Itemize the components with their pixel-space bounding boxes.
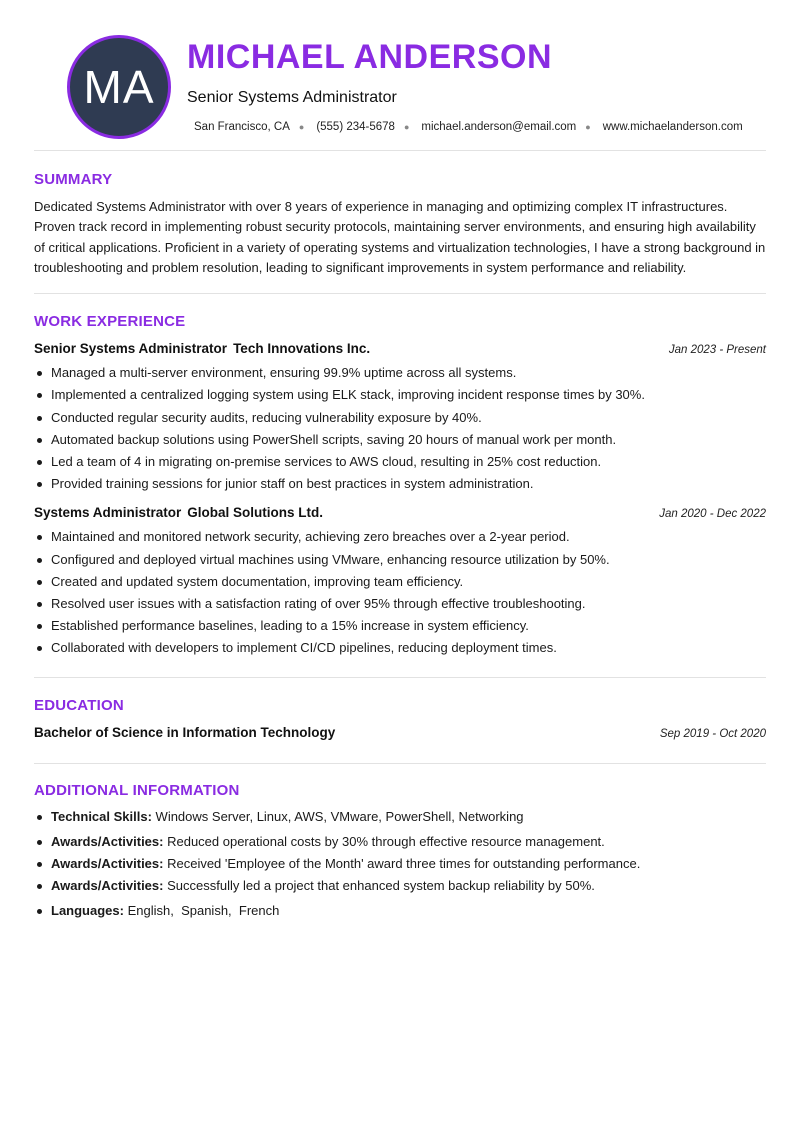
job-dates: Jan 2020 - Dec 2022 bbox=[659, 508, 766, 521]
experience-heading: WORK EXPERIENCE bbox=[34, 313, 186, 331]
job-header bbox=[34, 505, 766, 520]
list-item: Managed a multi-server environment, ensuring 99.9% uptime across all systems. bbox=[34, 362, 766, 384]
contact-location: San Francisco, CA bbox=[194, 121, 290, 133]
education-dates: Sep 2019 - Oct 2020 bbox=[659, 727, 766, 740]
candidate-name: MICHAEL ANDERSON bbox=[187, 38, 553, 76]
job-company: Global Solutions Ltd. bbox=[187, 505, 324, 521]
job-bullets bbox=[34, 526, 766, 659]
job-dates: Jan 2023 - Present bbox=[668, 344, 766, 357]
experience-section bbox=[34, 294, 766, 676]
contact-line bbox=[194, 121, 743, 133]
list-item: Maintained and monitored network security, achieving zero breaches over a 2-year period. bbox=[34, 526, 766, 548]
education-section bbox=[34, 678, 766, 763]
info-label: Awards/Activities: bbox=[51, 856, 164, 872]
info-label: Technical Skills: bbox=[51, 808, 152, 824]
resume-header bbox=[34, 0, 766, 150]
info-text: Successfully led a project that enhanced system backup reliability by 50%. bbox=[167, 878, 595, 894]
info-label: Awards/Activities: bbox=[51, 833, 164, 849]
list-item: Led a team of 4 in migrating on-premise services to AWS cloud, resulting in 25% cost reduction. bbox=[34, 451, 766, 473]
contact-phone: (555) 234-5678 bbox=[316, 121, 395, 133]
education-heading: EDUCATION bbox=[34, 696, 124, 714]
summary-section bbox=[34, 151, 766, 293]
avatar bbox=[67, 35, 171, 139]
list-item bbox=[34, 831, 766, 853]
list-item bbox=[34, 853, 766, 875]
job-role: Systems Administrator bbox=[34, 505, 182, 521]
info-text: Windows Server, Linux, AWS, VMware, PowerShell, Networking bbox=[155, 808, 524, 824]
job-company: Tech Innovations Inc. bbox=[233, 341, 371, 357]
avatar-initials: MA bbox=[83, 61, 155, 113]
list-item: Created and updated system documentation, improving team efficiency. bbox=[34, 571, 766, 593]
bullet-separator-icon: ● bbox=[403, 122, 410, 132]
info-label: Awards/Activities: bbox=[51, 878, 164, 894]
info-text: English, Spanish, French bbox=[127, 903, 280, 919]
info-label: Languages: bbox=[51, 903, 124, 919]
bullet-separator-icon: ● bbox=[298, 122, 305, 132]
degree: Bachelor of Science in Information Technology bbox=[34, 724, 336, 740]
job-entry bbox=[34, 505, 766, 659]
education-entry bbox=[34, 725, 766, 740]
contact-email[interactable]: michael.anderson@email.com bbox=[421, 121, 577, 133]
additional-section bbox=[34, 764, 766, 923]
additional-list bbox=[34, 806, 766, 923]
additional-heading: ADDITIONAL INFORMATION bbox=[34, 781, 240, 799]
list-item: Collaborated with developers to implement CI/CD pipelines, reducing deployment times. bbox=[34, 637, 766, 659]
summary-heading: SUMMARY bbox=[34, 171, 113, 188]
info-text: Received 'Employee of the Month' award three times for outstanding performance. bbox=[167, 856, 641, 872]
list-item bbox=[34, 875, 766, 897]
job-bullets bbox=[34, 362, 766, 495]
job-entry bbox=[34, 341, 766, 495]
list-item: Implemented a centralized logging system using ELK stack, improving incident response times by 30%. bbox=[34, 384, 766, 406]
list-item: Resolved user issues with a satisfaction rating of over 95% through effective troubleshooting. bbox=[34, 593, 766, 615]
bullet-separator-icon: ● bbox=[585, 122, 591, 132]
job-role: Senior Systems Administrator bbox=[34, 341, 228, 357]
list-item: Conducted regular security audits, reducing vulnerability exposure by 40%. bbox=[34, 407, 766, 429]
list-item bbox=[34, 900, 766, 922]
summary-text: Dedicated Systems Administrator with over 8 years of experience in managing and optimizing complex IT infrastructures. Proven track record in implementing robust security protocols, maintaining server environments, and ensuring high availability of critical applications. Proficient in a variety of operating systems and virtualization technologies, I have a strong background in troubleshooting and problem resolution, leading to significant improvements in system performance and reliability. bbox=[34, 199, 766, 275]
list-item bbox=[34, 806, 766, 828]
list-item: Established performance baselines, leading to a 15% increase in system efficiency. bbox=[34, 615, 766, 637]
list-item: Automated backup solutions using PowerShell scripts, saving 20 hours of manual work per month. bbox=[34, 429, 766, 451]
list-item: Configured and deployed virtual machines using VMware, enhancing resource utilization by 50%. bbox=[34, 549, 766, 571]
job-header bbox=[34, 341, 766, 356]
candidate-title: Senior Systems Administrator bbox=[187, 89, 397, 106]
list-item: Provided training sessions for junior staff on best practices in system administration. bbox=[34, 473, 766, 495]
info-text: Reduced operational costs by 30% through effective resource management. bbox=[167, 833, 605, 849]
contact-website[interactable]: www.michaelanderson.com bbox=[602, 121, 743, 133]
